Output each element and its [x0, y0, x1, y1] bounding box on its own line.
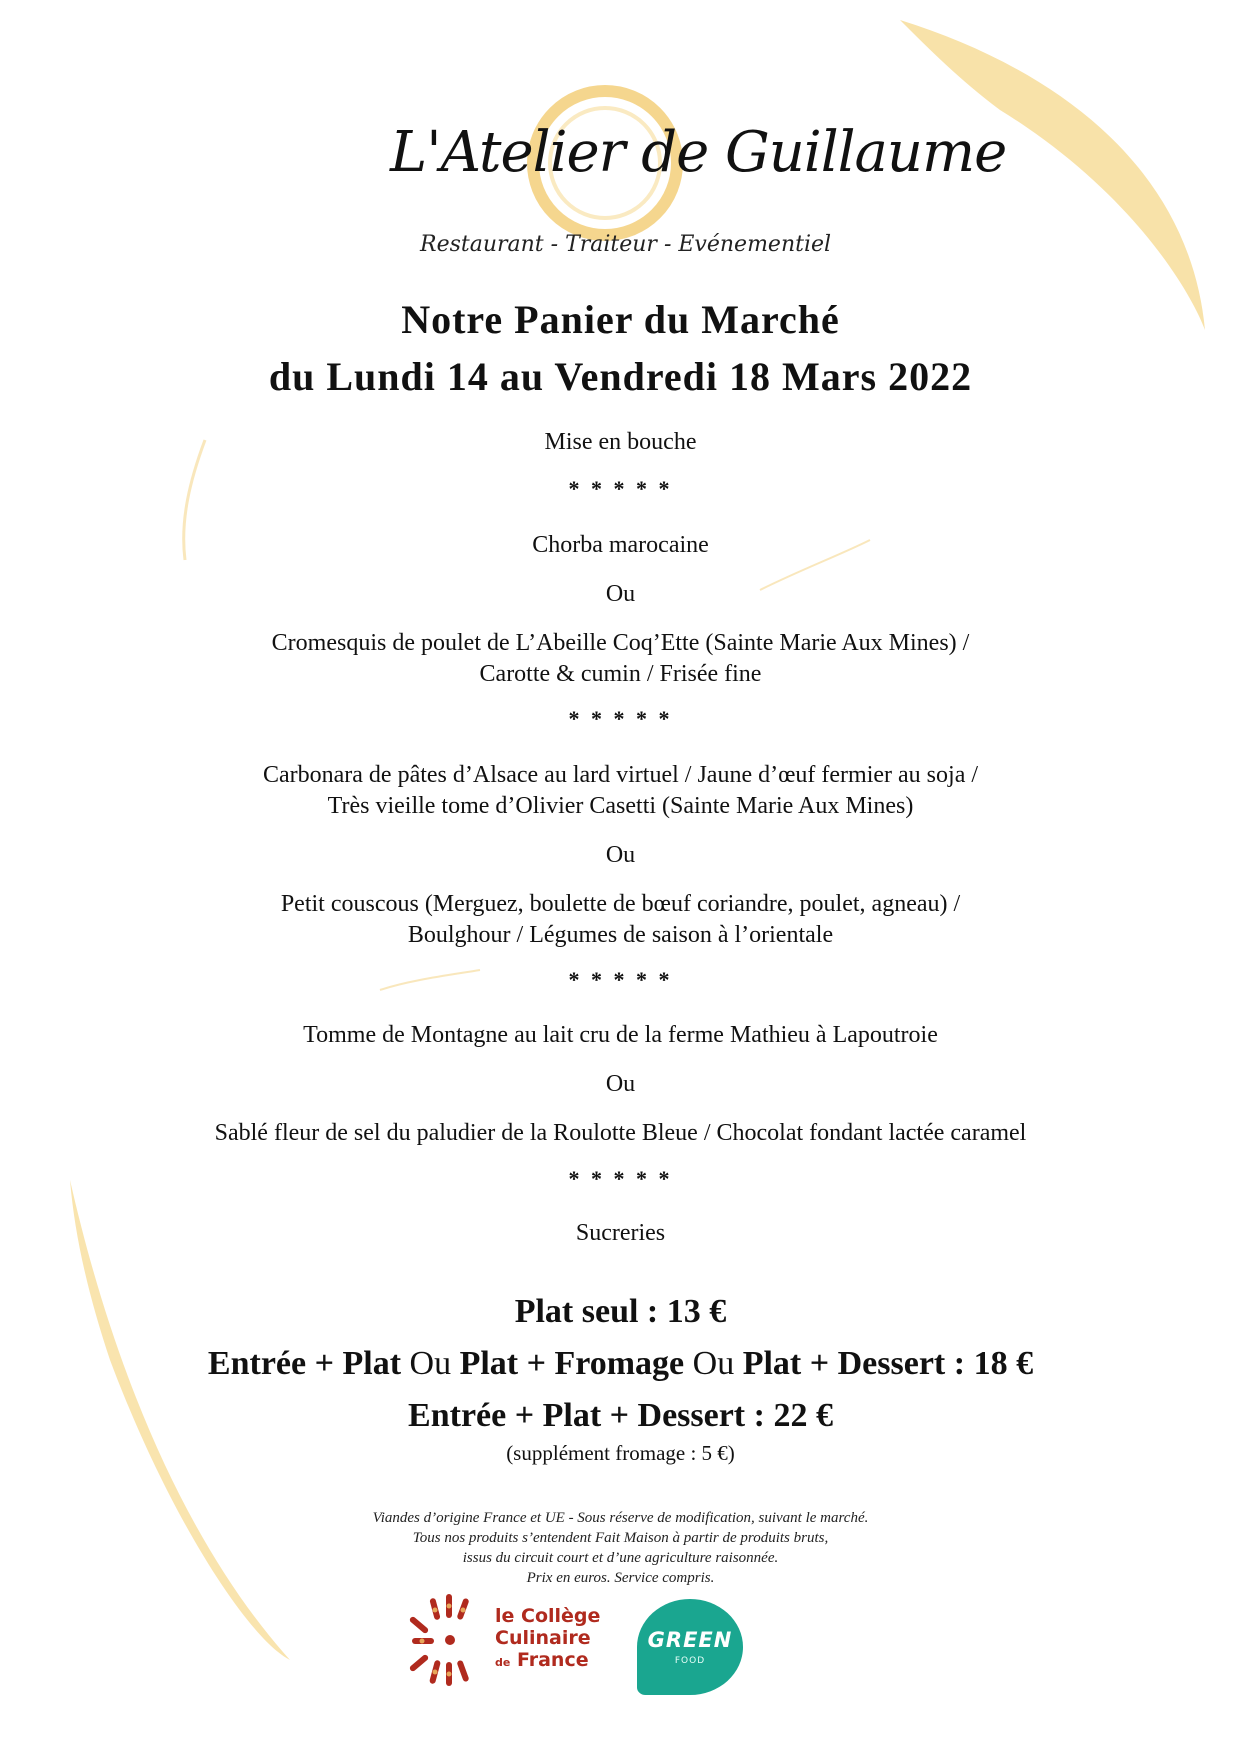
menu-entree-1: Chorba marocaine — [532, 532, 709, 558]
menu-separator: * * * * * — [568, 476, 673, 501]
price-ou: Ou — [409, 1345, 452, 1382]
restaurant-logo-tagline: Restaurant - Traiteur - Evénementiel — [420, 232, 832, 257]
price-supplement: (supplément fromage : 5 €) — [506, 1441, 735, 1465]
page-subtitle-dates: du Lundi 14 au Vendredi 18 Mars 2022 — [268, 354, 973, 399]
menu-plat-1-line2: Très vieille tome d’Olivier Casetti (Sainte Marie Aux Mines) — [327, 793, 914, 819]
price-formula-18 — [0, 1345, 1241, 1383]
price-formula-22: Entrée + Plat + Dessert : 22 € — [408, 1397, 833, 1434]
green-food-label: GREEN — [647, 1628, 733, 1652]
menu-ou: Ou — [605, 1071, 636, 1097]
college-de: de — [495, 1656, 511, 1669]
price-text: Plat + Dessert : 18 € — [734, 1345, 1034, 1382]
college-line: le Collège — [495, 1605, 601, 1627]
page-title: Notre Panier du Marché — [401, 297, 840, 342]
price-plat-seul: Plat seul : 13 € — [514, 1293, 727, 1330]
note-line: issus du circuit court et d’une agriculture raisonnée. — [462, 1550, 779, 1566]
menu-plat-2-line1: Petit couscous (Merguez, boulette de bœuf coriandre, poulet, agneau) / — [280, 891, 961, 917]
menu-amuse-bouche: Mise en bouche — [544, 429, 697, 455]
restaurant-logo-name: L'Atelier de Guillaume — [390, 120, 1007, 185]
menu-sucreries: Sucreries — [575, 1220, 666, 1246]
college-line: Culinaire — [495, 1627, 591, 1649]
menu-plat-1-line1: Carbonara de pâtes d’Alsace au lard virtuel / Jaune d’œuf fermier au soja / — [262, 762, 979, 788]
note-line: Viandes d’origine France et UE - Sous réserve de modification, suivant le marché. — [372, 1510, 869, 1526]
note-line: Prix en euros. Service compris. — [526, 1570, 715, 1586]
price-ou: Ou — [692, 1345, 735, 1382]
note-line: Tous nos produits s’entendent Fait Maison à partir de produits bruts, — [412, 1530, 829, 1546]
college-line — [495, 1649, 615, 1674]
price-text: Plat + Fromage — [451, 1345, 693, 1382]
menu-fromage: Tomme de Montagne au lait cru de la ferme Mathieu à Lapoutroie — [303, 1022, 938, 1048]
menu-plat-2-line2: Boulghour / Légumes de saison à l’orientale — [407, 922, 834, 948]
college-culinaire-text — [495, 1605, 615, 1674]
green-food-sublabel: FOOD — [674, 1656, 706, 1666]
menu-ou: Ou — [605, 581, 636, 607]
college-france: France — [516, 1649, 589, 1671]
menu-separator: * * * * * — [568, 706, 673, 731]
menu-separator: * * * * * — [568, 967, 673, 992]
menu-separator: * * * * * — [568, 1166, 673, 1191]
menu-dessert: Sablé fleur de sel du paludier de la Roulotte Bleue / Chocolat fondant lactée caramel — [214, 1120, 1027, 1146]
menu-entree-2-line2: Carotte & cumin / Frisée fine — [479, 661, 762, 687]
price-text: Entrée + Plat — [207, 1345, 410, 1382]
menu-entree-2-line1: Cromesquis de poulet de L’Abeille Coq’Ette (Sainte Marie Aux Mines) / — [271, 630, 970, 656]
menu-ou: Ou — [605, 842, 636, 868]
